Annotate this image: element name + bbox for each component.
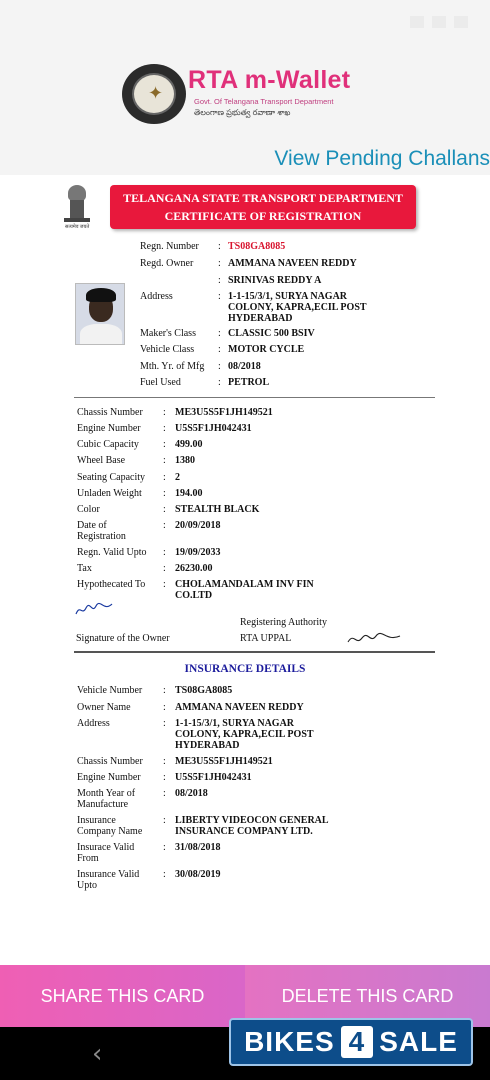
status-icons [410,16,468,28]
signal-icon [410,16,424,28]
divider [74,397,435,398]
ins-valid-upto: Insurance Valid Upto : 30/08/2019 [77,869,221,891]
ashoka-emblem-icon [62,185,92,230]
view-pending-challans-link[interactable]: View Pending Challans [274,147,490,170]
field-address: Address : 1-1-15/3/1, SURYA NAGAR COLONY, KAPRA,ECIL POST HYDERABAD [140,291,367,324]
battery-icon [454,16,468,28]
wifi-icon [432,16,446,28]
emblem-caption: सत्यमेव जयते [65,225,90,230]
app-title: RTA m-Wallet [188,66,351,94]
app-subtitle: Govt. Of Telangana Transport Department [194,97,334,106]
app-subtitle-telugu: తెలంగాణ ప్రభుత్వ రవాణా శాఖ [194,108,291,117]
registering-authority-label: Registering Authority [240,617,327,628]
ins-company-name: Insurance Company Name : LIBERTY VIDEOCON GENERAL INSURANCE COMPANY LTD. [77,815,329,837]
owner-signature-label: Signature of the Owner [76,633,170,644]
ins-valid-from: Insurace Valid From : 31/08/2018 [77,842,221,864]
certificate-title-line1: TELANGANA STATE TRANSPORT DEPARTMENT [123,191,403,205]
field-hypothecated-to: Hypothecated To : CHOLAMANDALAM INV FIN CO.LTD [77,579,314,601]
status-bar [0,0,490,50]
authority-signature-icon [346,630,402,648]
app-header [0,0,490,175]
certificate-title-line2: CERTIFICATE OF REGISTRATION [164,209,362,223]
back-icon[interactable]: ‹ [92,1039,103,1069]
certificate-title-banner [110,185,416,229]
share-card-button[interactable]: SHARE THIS CARD [0,965,245,1027]
owner-signature-icon [74,600,114,620]
telangana-emblem-icon: ✦ [122,64,186,124]
divider [74,651,435,653]
owner-photo [75,283,125,345]
ins-month-year-mfg: Month Year of Manufacture : 08/2018 [77,788,208,810]
ins-address: Address : 1-1-15/3/1, SURYA NAGAR COLONY, KAPRA,ECIL POST HYDERABAD [77,718,314,751]
registration-certificate: सत्यमेव जयते TELANGANA STATE TRANSPORT DEPARTMENT CERTIFICATE OF REGISTRATION Regn. Number : TS08GA8085 Regd. Owner : AMMANA NAVEEN REDDY : SRINIVAS REDDY A Address : 1-1-15/3/1, SURYA NAGAR COLONY, KAPRA,ECIL POST HYDERABAD Maker's Class : CLASSIC 500 BSIV Vehicle Class : MOTOR CYCLE Mth. Yr. of Mfg : 08/2018 Fuel Used : PETROL Chassis Number : ME3U5S5F1JH149521 Engine Number : U5S5F1JH042431 Cubic Capacity : 499.00 Wheel Base : 1380 Seating Capacity : 2 Unladen Weight : 194.00 Color : STEALTH BLACK Date of Registration : 20/09/2018 Regn. Valid Upto : 19/09/2033 Tax : 26230.00 Hypothecated To : CHOLAMANDALAM INV FIN CO.LTD Registering Authority Signature of the Owner RTA UPPAL INSURANCE DETAILS Vehicle Number : TS08GA8085 Owner Name : AMMANA NAVEEN REDDY Address : 1-1-15/3/1, SURYA NAGAR COLONY, KAPRA,ECIL POST HYDERABAD Chassis Number : ME3U5S5F1JH149521 Engine Number : U5S5F1JH042431 Month Year of Manufacture : 08/2018 Insurance Company Name : LIBERTY VIDEOCON GENERAL INSURANCE COMPANY LTD. Insurace Valid From : 31/08/2018 Insurance Valid Upto : 30/08/2019 [0,175,490,965]
delete-card-button[interactable]: DELETE THIS CARD [245,965,490,1027]
field-date-of-registration: Date of Registration : 20/09/2018 [77,520,221,542]
bikes4sale-watermark-logo: BIKES 4 SALE [229,1018,473,1066]
insurance-section-title: INSURANCE DETAILS [184,663,306,675]
registering-authority-value: RTA UPPAL [240,633,292,644]
rta-logo [122,62,372,126]
